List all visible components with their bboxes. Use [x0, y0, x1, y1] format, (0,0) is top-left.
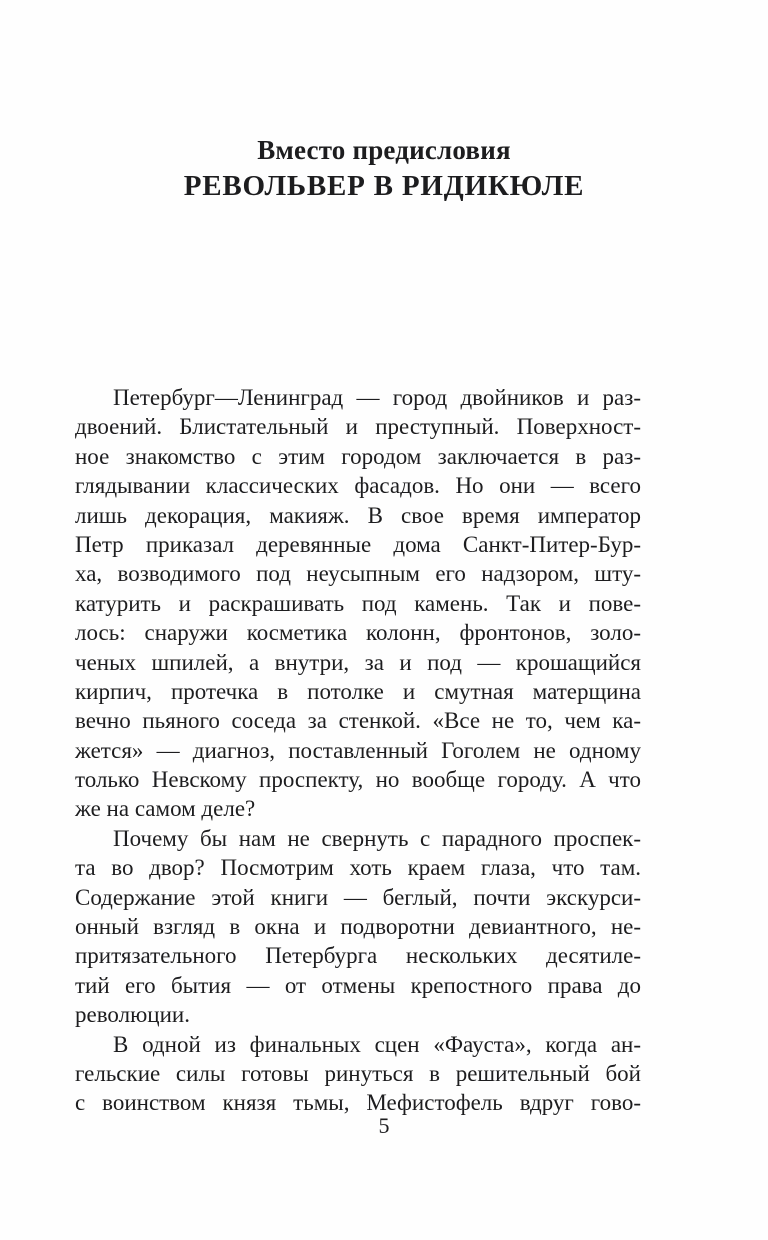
chapter-subtitle: Вместо предисловия — [257, 135, 511, 165]
text-line: лишь декорация, макияж. В свое время император — [75, 502, 641, 528]
chapter-title: РЕВОЛЬВЕР В РИДИКЮЛЕ — [183, 170, 585, 202]
text-line: кирпич, протечка в потолке и смутная матерщина — [75, 678, 641, 704]
text-line: В одной из финальных сцен «Фауста», когда ан- — [113, 1031, 641, 1057]
text-line: тий его бытия — от отмены крепостного права до — [75, 972, 641, 998]
page-number: 5 — [378, 1113, 390, 1138]
text-line: притязательного Петербурга нескольких десятиле- — [75, 943, 641, 969]
text-line: Почему бы нам не свернуть с парадного проспек- — [113, 825, 641, 851]
text-line: глядывании классических фасадов. Но они — всего — [75, 473, 641, 499]
text-line: революции. — [75, 1002, 190, 1028]
chapter-heading — [0, 133, 768, 205]
text-line: ченых шпилей, а внутри, за и под — крошащийся — [75, 649, 641, 675]
text-line: ное знакомство с этим городом заключается в раз- — [75, 443, 641, 469]
body-text — [75, 383, 641, 1118]
text-line: ха, возводимого под неусыпным его надзором, шту- — [75, 561, 641, 587]
text-line: жется» — диагноз, поставленный Гоголем не одному — [75, 737, 641, 763]
text-line: двоений. Блистательный и преступный. Поверхност- — [75, 414, 641, 440]
text-line: онный взгляд в окна и подворотни девиантного, не- — [75, 914, 641, 940]
text-line: Петр приказал деревянные дома Санкт-Питер-Бур- — [75, 531, 641, 557]
text-line: же на самом деле? — [75, 796, 256, 822]
text-line: с воинством князя тьмы, Мефистофель вдруг гово- — [75, 1090, 641, 1116]
text-line: гельские силы готовы ринуться в решительный бой — [75, 1060, 641, 1086]
text-line: та во двор? Посмотрим хоть краем глаза, что там. — [75, 855, 641, 881]
text-line: вечно пьяного соседа за стенкой. «Все не то, чем ка- — [75, 708, 641, 734]
text-line: Петербург—Ленинград — город двойников и раз- — [113, 385, 641, 410]
text-line: лось: снаружи косметика колонн, фронтонов, золо- — [75, 620, 641, 646]
text-line: только Невскому проспекту, но вообще городу. А что — [75, 767, 641, 793]
text-line: катурить и раскрашивать под камень. Так и пове- — [75, 590, 641, 616]
text-line: Содержание этой книги — беглый, почти экскурси- — [75, 884, 641, 910]
